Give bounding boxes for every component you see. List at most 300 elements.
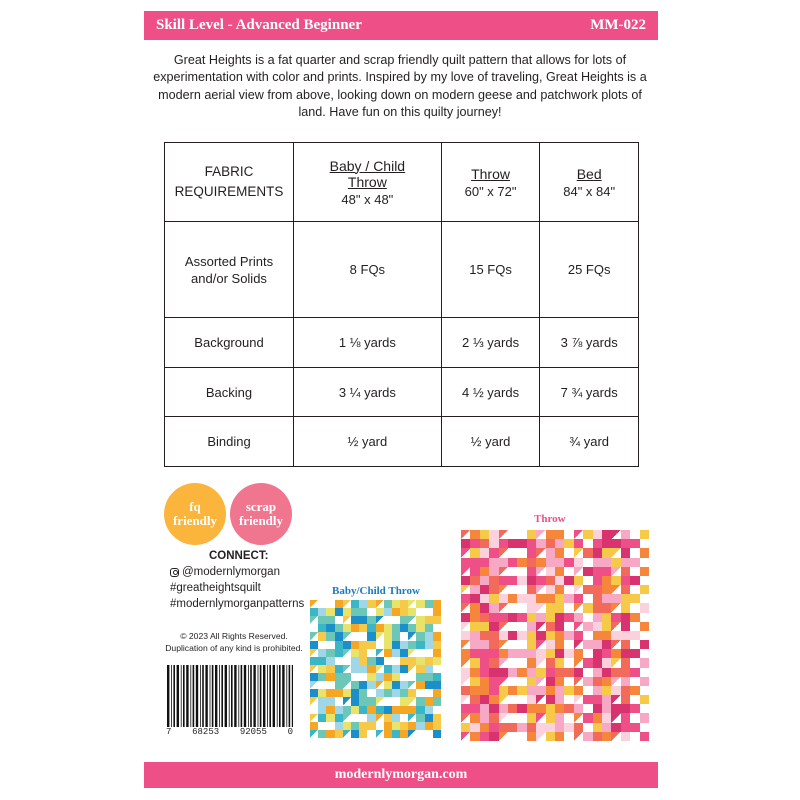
- quilt-patch: [367, 665, 375, 673]
- quilt-patch: [351, 714, 359, 722]
- quilt-patch: [546, 576, 555, 585]
- quilt-patch: [343, 600, 351, 608]
- quilt-patch: [621, 548, 630, 557]
- quilt-patch: [555, 686, 564, 695]
- quilt-patch: [527, 732, 536, 741]
- quilt-patch: [517, 622, 526, 631]
- quilt-patch: [602, 723, 611, 732]
- quilt-patch: [555, 640, 564, 649]
- quilt-patch: [527, 631, 536, 640]
- quilt-patch: [536, 622, 545, 631]
- quilt-patch: [611, 668, 620, 677]
- quilt-patch: [508, 576, 517, 585]
- quilt-patch: [416, 649, 424, 657]
- quilt-patch: [367, 600, 375, 608]
- quilt-patch: [621, 677, 630, 686]
- quilt-patch: [318, 649, 326, 657]
- quilt-patch: [408, 608, 416, 616]
- quilt-patch: [546, 585, 555, 594]
- quilt-patch: [602, 640, 611, 649]
- quilt-patch: [583, 558, 592, 567]
- quilt-patch: [343, 641, 351, 649]
- quilt-patch: [425, 706, 433, 714]
- quilt-patch: [536, 631, 545, 640]
- quilt-patch: [392, 665, 400, 673]
- pattern-code: MM-022: [590, 17, 646, 33]
- quilt-patch: [351, 641, 359, 649]
- quilt-patch: [640, 622, 649, 631]
- quilt-patch: [400, 714, 408, 722]
- quilt-patch: [583, 658, 592, 667]
- quilt-patch: [433, 714, 441, 722]
- quilt-patch: [536, 677, 545, 686]
- quilt-patch: [461, 677, 470, 686]
- header-bar: [144, 11, 658, 40]
- quilt-patch: [517, 713, 526, 722]
- quilt-patch: [367, 689, 375, 697]
- quilt-patch: [611, 530, 620, 539]
- row-label: Binding: [165, 417, 294, 467]
- quilt-patch: [517, 539, 526, 548]
- column-title: Throw: [471, 165, 510, 182]
- quilt-patch: [335, 624, 343, 632]
- quilt-patch: [335, 730, 343, 738]
- quilt-patch: [564, 576, 573, 585]
- quilt-patch: [400, 673, 408, 681]
- quilt-patch: [489, 695, 498, 704]
- quilt-patch: [470, 704, 479, 713]
- quilt-patch: [593, 649, 602, 658]
- quilt-patch: [564, 594, 573, 603]
- quilt-patch: [470, 686, 479, 695]
- quilt-patch: [640, 704, 649, 713]
- quilt-patch: [546, 668, 555, 677]
- quilt-patch: [564, 704, 573, 713]
- quilt-patch: [527, 668, 536, 677]
- quilt-patch: [326, 714, 334, 722]
- quilt-patch: [621, 603, 630, 612]
- quilt-patch: [527, 622, 536, 631]
- quilt-patch: [461, 622, 470, 631]
- quilt-patch: [400, 730, 408, 738]
- quilt-patch: [489, 622, 498, 631]
- table-cell: ¾ yard: [540, 417, 639, 467]
- quilt-patch: [318, 681, 326, 689]
- footer-bar: [144, 762, 658, 788]
- quilt-patch: [564, 548, 573, 557]
- quilt-patch: [408, 649, 416, 657]
- quilt-patch: [318, 608, 326, 616]
- quilt-patch: [489, 658, 498, 667]
- quilt-patch: [508, 713, 517, 722]
- quilt-patch: [630, 539, 639, 548]
- quilt-patch: [602, 649, 611, 658]
- quilt-patch: [470, 695, 479, 704]
- quilt-patch: [564, 723, 573, 732]
- quilt-patch: [527, 576, 536, 585]
- quilt-patch: [318, 673, 326, 681]
- quilt-patch: [359, 665, 367, 673]
- quilt-patch: [602, 594, 611, 603]
- quilt-patch: [593, 723, 602, 732]
- quilt-patch: [318, 722, 326, 730]
- quilt-patch: [564, 686, 573, 695]
- quilt-patch: [359, 632, 367, 640]
- quilt-patch: [593, 686, 602, 695]
- quilt-patch: [335, 657, 343, 665]
- quilt-patch: [611, 695, 620, 704]
- quilt-patch: [527, 585, 536, 594]
- quilt-patch: [574, 677, 583, 686]
- quilt-patch: [555, 723, 564, 732]
- quilt-patch: [593, 530, 602, 539]
- quilt-patch: [621, 640, 630, 649]
- quilt-patch: [527, 723, 536, 732]
- quilt-patch: [536, 530, 545, 539]
- quilt-patch: [359, 624, 367, 632]
- quilt-patch: [640, 695, 649, 704]
- quilt-patch: [593, 576, 602, 585]
- quilt-patch: [343, 689, 351, 697]
- quilt-patch: [480, 732, 489, 741]
- quilt-patch: [611, 567, 620, 576]
- quilt-patch: [461, 594, 470, 603]
- copyright-line1: © 2023 All Rights Reserved.: [180, 631, 288, 641]
- quilt-patch: [310, 665, 318, 673]
- quilt-patch: [392, 722, 400, 730]
- quilt-patch: [392, 689, 400, 697]
- quilt-patch: [425, 624, 433, 632]
- row-label: [165, 222, 294, 318]
- quilt-patch: [461, 713, 470, 722]
- quilt-patch: [555, 576, 564, 585]
- quilt-patch: [508, 695, 517, 704]
- quilt-patch: [489, 631, 498, 640]
- quilt-patch: [536, 613, 545, 622]
- quilt-patch: [611, 631, 620, 640]
- quilt-patch: [416, 608, 424, 616]
- barcode-number: [166, 727, 293, 737]
- quilt-patch: [318, 689, 326, 697]
- quilt-patch: [536, 668, 545, 677]
- quilt-patch: [433, 689, 441, 697]
- quilt-patch: [583, 594, 592, 603]
- quilt-patch: [574, 594, 583, 603]
- quilt-patch: [593, 695, 602, 704]
- quilt-patch: [574, 622, 583, 631]
- quilt-patch: [574, 548, 583, 557]
- quilt-patch: [384, 673, 392, 681]
- quilt-patch: [408, 730, 416, 738]
- quilt-patch: [408, 722, 416, 730]
- quilt-patch: [508, 548, 517, 557]
- quilt-patch: [630, 713, 639, 722]
- quilt-patch: [343, 681, 351, 689]
- quilt-patch: [574, 603, 583, 612]
- quilt-patch: [508, 732, 517, 741]
- quilt-patch: [351, 722, 359, 730]
- quilt-patch: [546, 613, 555, 622]
- quilt-patch: [461, 695, 470, 704]
- quilt-patch: [489, 576, 498, 585]
- quilt-patch: [574, 640, 583, 649]
- quilt-patch: [425, 649, 433, 657]
- quilt-patch: [602, 613, 611, 622]
- quilt-patch: [499, 649, 508, 658]
- quilt-patch: [392, 624, 400, 632]
- quilt-patch: [508, 704, 517, 713]
- quilt-patch: [376, 600, 384, 608]
- quilt-patch: [517, 558, 526, 567]
- table-cell: 3 ⅞ yards: [540, 318, 639, 368]
- quilt-patch: [574, 567, 583, 576]
- quilt-patch: [583, 686, 592, 695]
- quilt-patch: [400, 681, 408, 689]
- quilt-patch: [359, 681, 367, 689]
- table-cell: 7 ¾ yards: [540, 367, 639, 417]
- quilt-patch: [574, 686, 583, 695]
- quilt-patch: [583, 585, 592, 594]
- quilt-patch: [527, 686, 536, 695]
- quilt-patch: [470, 640, 479, 649]
- quilt-patch: [499, 548, 508, 557]
- quilt-patch: [425, 608, 433, 616]
- quilt-patch: [470, 613, 479, 622]
- quilt-patch: [564, 631, 573, 640]
- quilt-patch: [583, 695, 592, 704]
- quilt-patch: [499, 585, 508, 594]
- quilt-patch: [489, 613, 498, 622]
- quilt-patch: [433, 649, 441, 657]
- quilt-patch: [400, 632, 408, 640]
- quilt-patch: [367, 722, 375, 730]
- quilt-patch: [310, 673, 318, 681]
- quilt-patch: [602, 576, 611, 585]
- quilt-patch: [640, 603, 649, 612]
- quilt-patch: [593, 713, 602, 722]
- quilt-patch: [602, 677, 611, 686]
- quilt-patch: [351, 681, 359, 689]
- quilt-patch: [536, 585, 545, 594]
- quilt-patch: [433, 697, 441, 705]
- quilt-patch: [630, 622, 639, 631]
- quilt-patch: [574, 695, 583, 704]
- quilt-patch: [593, 640, 602, 649]
- connect-heading: CONNECT:: [209, 550, 269, 562]
- quilt-patch: [392, 616, 400, 624]
- quilt-patch: [555, 631, 564, 640]
- quilt-patch: [335, 697, 343, 705]
- quilt-patch: [489, 558, 498, 567]
- quilt-patch: [602, 539, 611, 548]
- quilt-patch: [546, 558, 555, 567]
- quilt-patch: [611, 603, 620, 612]
- quilt-patch: [470, 649, 479, 658]
- quilt-patch: [376, 608, 384, 616]
- quilt-patch: [583, 613, 592, 622]
- column-size: 84" x 84": [563, 183, 616, 199]
- quilt-patch: [602, 585, 611, 594]
- quilt-patch: [480, 594, 489, 603]
- quilt-patch: [489, 649, 498, 658]
- quilt-patch: [310, 722, 318, 730]
- quilt-patch: [480, 548, 489, 557]
- quilt-patch: [367, 624, 375, 632]
- quilt-patch: [564, 613, 573, 622]
- quilt-patch: [384, 722, 392, 730]
- table-cell: 4 ½ yards: [441, 367, 540, 417]
- quilt-patch: [384, 730, 392, 738]
- quilt-patch: [480, 695, 489, 704]
- quilt-patch: [602, 695, 611, 704]
- quilt-patch: [517, 649, 526, 658]
- barcode-check: 0: [287, 727, 293, 737]
- quilt-patch: [384, 600, 392, 608]
- quilt-patch: [630, 704, 639, 713]
- quilt-patch: [351, 616, 359, 624]
- quilt-patch: [318, 616, 326, 624]
- quilt-patch: [384, 649, 392, 657]
- quilt-patch: [470, 732, 479, 741]
- quilt-patch: [564, 695, 573, 704]
- quilt-patch: [499, 723, 508, 732]
- quilt-patch: [536, 640, 545, 649]
- throw-quilt-image: [461, 530, 649, 741]
- quilt-patch: [640, 576, 649, 585]
- quilt-patch: [583, 732, 592, 741]
- quilt-patch: [326, 681, 334, 689]
- quilt-patch: [416, 632, 424, 640]
- quilt-patch: [546, 631, 555, 640]
- quilt-patch: [593, 567, 602, 576]
- quilt-patch: [470, 539, 479, 548]
- quilt-patch: [621, 713, 630, 722]
- quilt-patch: [367, 730, 375, 738]
- quilt-patch: [527, 695, 536, 704]
- quilt-patch: [593, 732, 602, 741]
- quilt-patch: [335, 673, 343, 681]
- quilt-patch: [555, 704, 564, 713]
- quilt-patch: [359, 706, 367, 714]
- quilt-patch: [343, 649, 351, 657]
- quilt-patch: [593, 677, 602, 686]
- quilt-patch: [499, 539, 508, 548]
- quilt-patch: [499, 640, 508, 649]
- column-title: Bed: [576, 165, 602, 182]
- website-link[interactable]: modernlymorgan.com: [334, 767, 468, 782]
- quilt-patch: [555, 558, 564, 567]
- quilt-patch: [536, 658, 545, 667]
- quilt-patch: [384, 706, 392, 714]
- quilt-patch: [546, 686, 555, 695]
- quilt-patch: [425, 681, 433, 689]
- quilt-patch: [310, 616, 318, 624]
- quilt-patch: [621, 567, 630, 576]
- quilt-patch: [555, 603, 564, 612]
- instagram-handle[interactable]: @modernlymorgan: [182, 566, 280, 578]
- quilt-patch: [583, 649, 592, 658]
- quilt-patch: [621, 649, 630, 658]
- quilt-patch: [335, 689, 343, 697]
- quilt-patch: [621, 695, 630, 704]
- quilt-patch: [367, 706, 375, 714]
- quilt-patch: [416, 714, 424, 722]
- quilt-patch: [335, 665, 343, 673]
- quilt-patch: [343, 616, 351, 624]
- column-baby: [294, 143, 442, 222]
- quilt-patch: [536, 576, 545, 585]
- quilt-patch: [425, 673, 433, 681]
- quilt-patch: [461, 585, 470, 594]
- quilt-patch: [384, 641, 392, 649]
- quilt-patch: [640, 539, 649, 548]
- quilt-patch: [425, 665, 433, 673]
- quilt-patch: [555, 539, 564, 548]
- quilt-patch: [310, 624, 318, 632]
- quilt-patch: [489, 732, 498, 741]
- quilt-patch: [470, 530, 479, 539]
- quilt-patch: [583, 713, 592, 722]
- hashtag-1: #greatheightsquilt: [170, 582, 261, 594]
- copyright: [164, 630, 304, 654]
- quilt-patch: [621, 668, 630, 677]
- quilt-patch: [555, 613, 564, 622]
- quilt-patch: [480, 658, 489, 667]
- quilt-patch: [489, 686, 498, 695]
- quilt-patch: [326, 624, 334, 632]
- quilt-patch: [640, 668, 649, 677]
- quilt-patch: [343, 714, 351, 722]
- fabric-requirements-table: [164, 142, 639, 467]
- quilt-patch: [343, 722, 351, 730]
- quilt-patch: [499, 668, 508, 677]
- quilt-patch: [574, 732, 583, 741]
- quilt-patch: [621, 704, 630, 713]
- quilt-patch: [527, 558, 536, 567]
- quilt-patch: [351, 706, 359, 714]
- quilt-patch: [351, 673, 359, 681]
- quilt-patch: [359, 649, 367, 657]
- quilt-patch: [384, 697, 392, 705]
- quilt-patch: [546, 649, 555, 658]
- quilt-patch: [593, 558, 602, 567]
- quilt-patch: [536, 594, 545, 603]
- quilt-patch: [470, 594, 479, 603]
- quilt-patch: [310, 697, 318, 705]
- quilt-patch: [621, 732, 630, 741]
- quilt-patch: [318, 697, 326, 705]
- quilt-patch: [359, 673, 367, 681]
- quilt-patch: [602, 704, 611, 713]
- quilt-patch: [461, 649, 470, 658]
- quilt-patch: [583, 622, 592, 631]
- quilt-patch: [461, 732, 470, 741]
- quilt-patch: [621, 594, 630, 603]
- quilt-patch: [640, 558, 649, 567]
- quilt-patch: [640, 567, 649, 576]
- quilt-patch: [499, 613, 508, 622]
- quilt-patch: [555, 658, 564, 667]
- copyright-line2: Duplication of any kind is prohibited.: [165, 643, 303, 653]
- quilt-patch: [499, 594, 508, 603]
- quilt-patch: [583, 677, 592, 686]
- quilt-patch: [489, 594, 498, 603]
- quilt-patch: [318, 657, 326, 665]
- quilt-patch: [621, 686, 630, 695]
- quilt-patch: [517, 585, 526, 594]
- quilt-patch: [326, 632, 334, 640]
- quilt-patch: [400, 706, 408, 714]
